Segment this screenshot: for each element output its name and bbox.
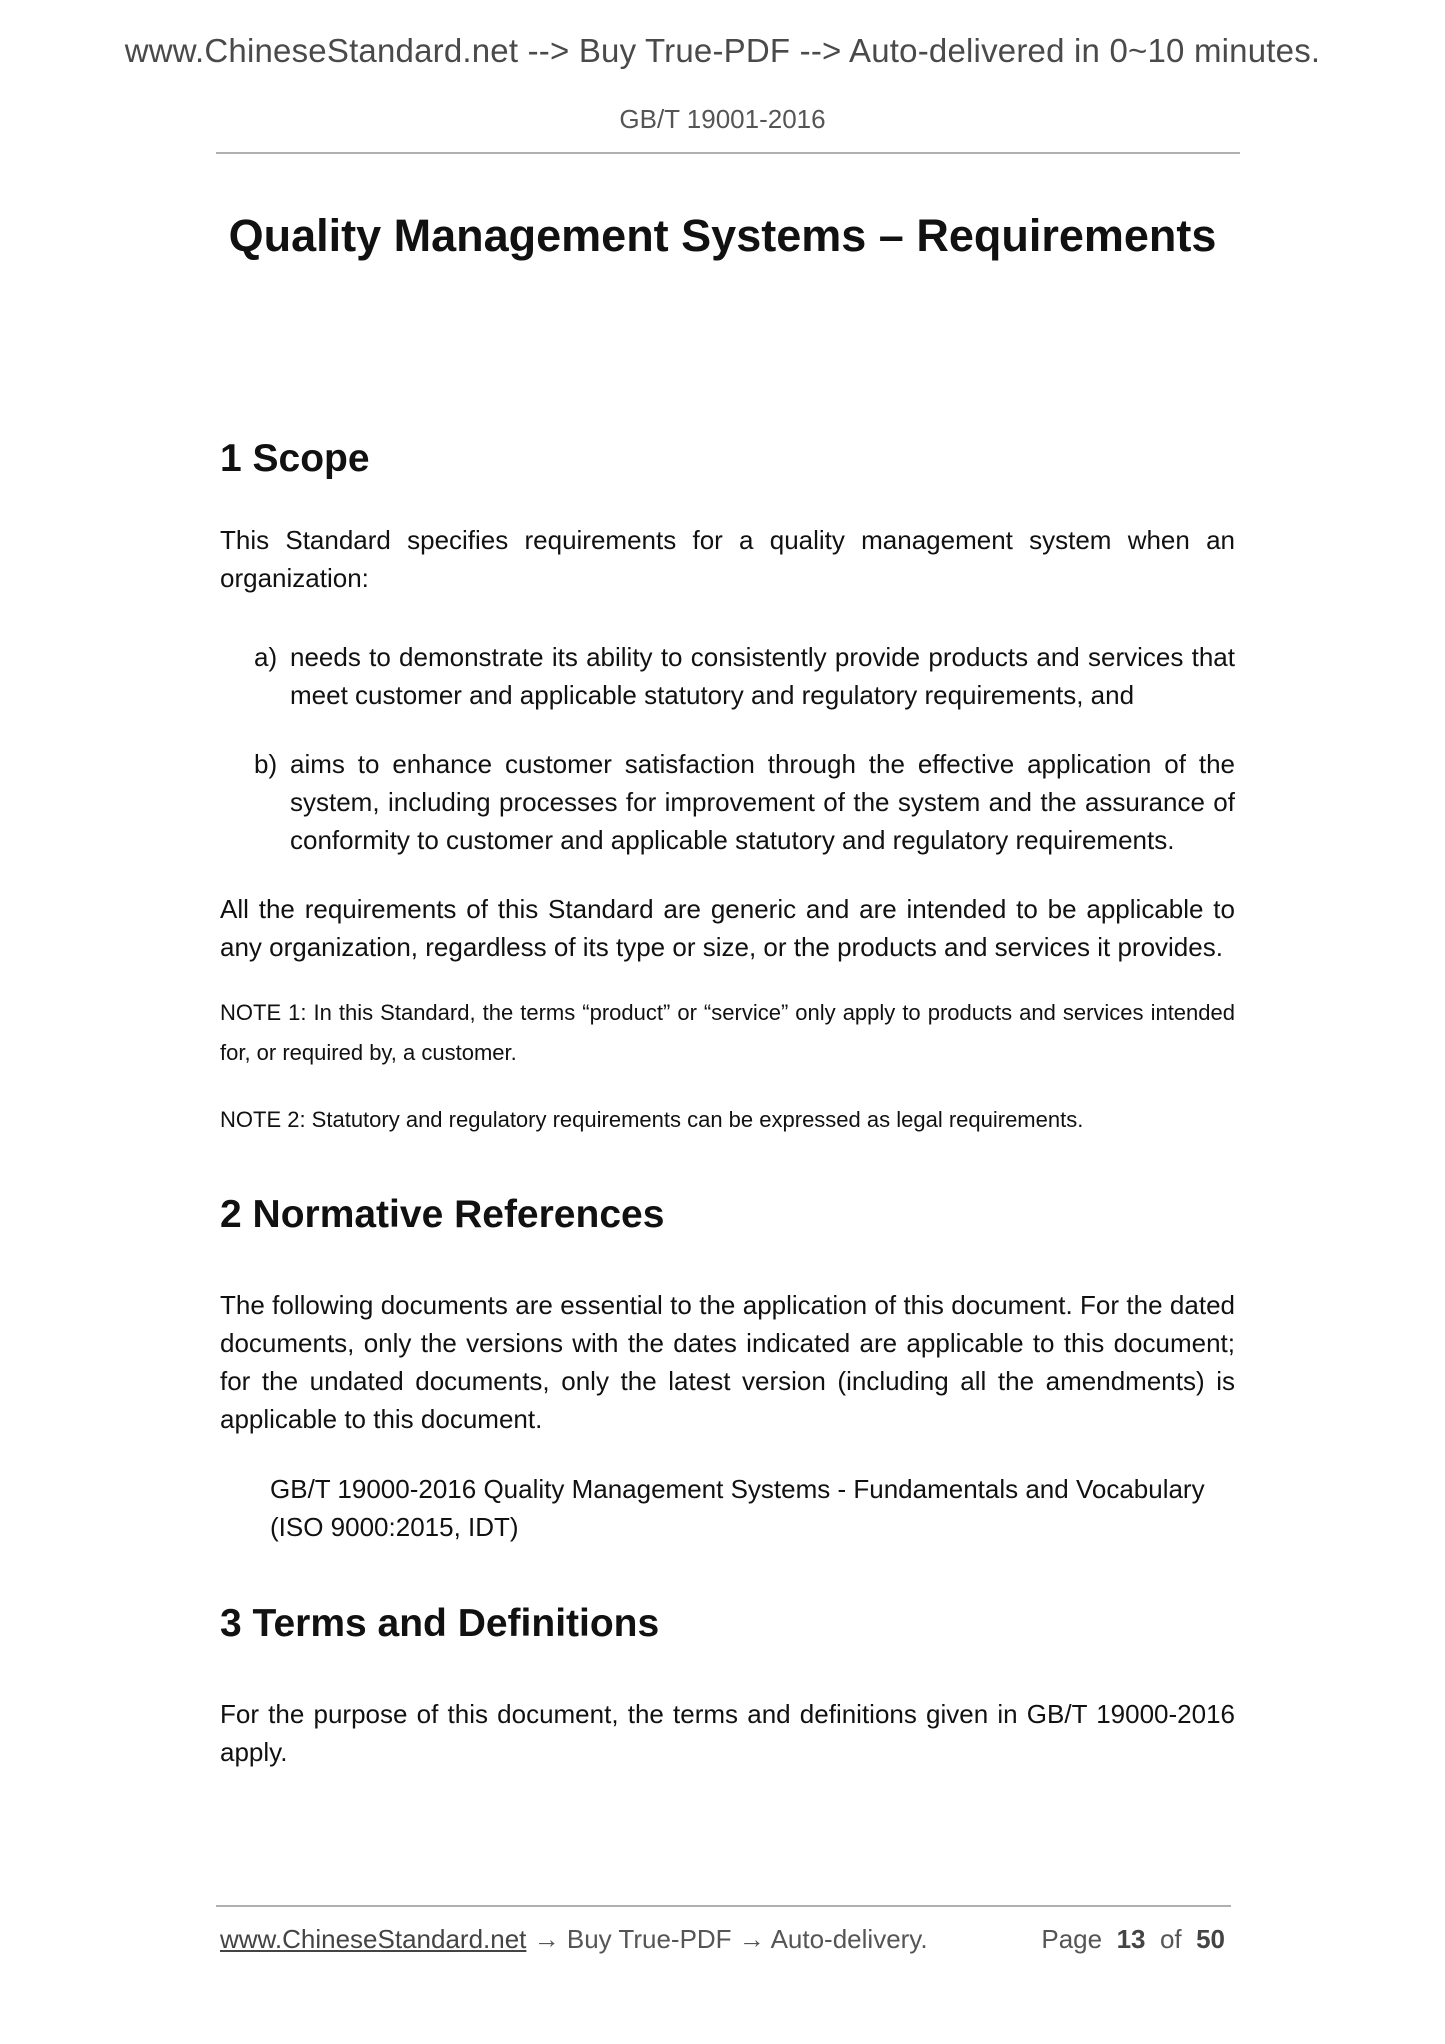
footer-promo-text: → Buy True-PDF → Auto-delivery. xyxy=(526,1924,928,1954)
scope-note-2: NOTE 2: Statutory and regulatory requirements can be expressed as legal requirements. xyxy=(220,1107,1084,1132)
page-number xyxy=(1041,1924,1225,1955)
footer-promo xyxy=(220,1924,928,1955)
scope-general: All the requirements of this Standard are generic and are intended to be applicable to any organization, regardless of its type or size, or the products and services it provides. xyxy=(220,894,1235,962)
page-current: 13 xyxy=(1116,1924,1146,1954)
footer-divider xyxy=(216,1905,1231,1907)
terms-text: For the purpose of this document, the terms and definitions given in GB/T 19000-2016 apply. xyxy=(220,1699,1235,1767)
normative-intro: The following documents are essential to the application of this document. For the dated documents, only the versions with the dates indicated are applicable to this document; for the undated documents, only the latest version (including all the amendments) is applicable to this document. xyxy=(220,1290,1235,1434)
list-item-text: aims to enhance customer satisfaction through the effective application of the system, including processes for improvement of the system and the assurance of conformity to customer and applicable statutory and regulatory requirements. xyxy=(290,749,1235,855)
list-item-text: needs to demonstrate its ability to consistently provide products and services that meet customer and applicable statutory and regulatory requirements, and xyxy=(290,642,1235,710)
section-heading-terms: 3 Terms and Definitions xyxy=(220,1602,660,1645)
standard-code: GB/T 19001-2016 xyxy=(619,104,826,134)
list-marker: a) xyxy=(254,642,278,672)
document-title: Quality Management Systems – Requirements xyxy=(228,210,1217,261)
top-banner: www.ChineseStandard.net --> Buy True-PDF --> Auto-delivered in 0~10 minutes. xyxy=(124,32,1321,69)
scope-item-a xyxy=(254,638,1235,714)
normative-reference: GB/T 19000-2016 Quality Management Systems - Fundamentals and Vocabulary (ISO 9000:2015, IDT) xyxy=(270,1474,1205,1542)
section-heading-scope: 1 Scope xyxy=(220,437,370,480)
footer-site-link[interactable]: www.ChineseStandard.net xyxy=(220,1924,527,1954)
scope-item-b xyxy=(254,745,1235,859)
header-divider xyxy=(216,152,1240,154)
section-heading-normative: 2 Normative References xyxy=(220,1193,665,1236)
scope-intro: This Standard specifies requirements for a quality management system when an organization: xyxy=(220,525,1235,593)
list-marker: b) xyxy=(254,749,278,779)
page-of: of xyxy=(1159,1924,1182,1954)
page-label: Page xyxy=(1041,1924,1103,1954)
page-total: 50 xyxy=(1196,1924,1225,1954)
scope-note-1: NOTE 1: In this Standard, the terms “product” or “service” only apply to products and services intended for, or required by, a customer. xyxy=(220,1000,1235,1065)
